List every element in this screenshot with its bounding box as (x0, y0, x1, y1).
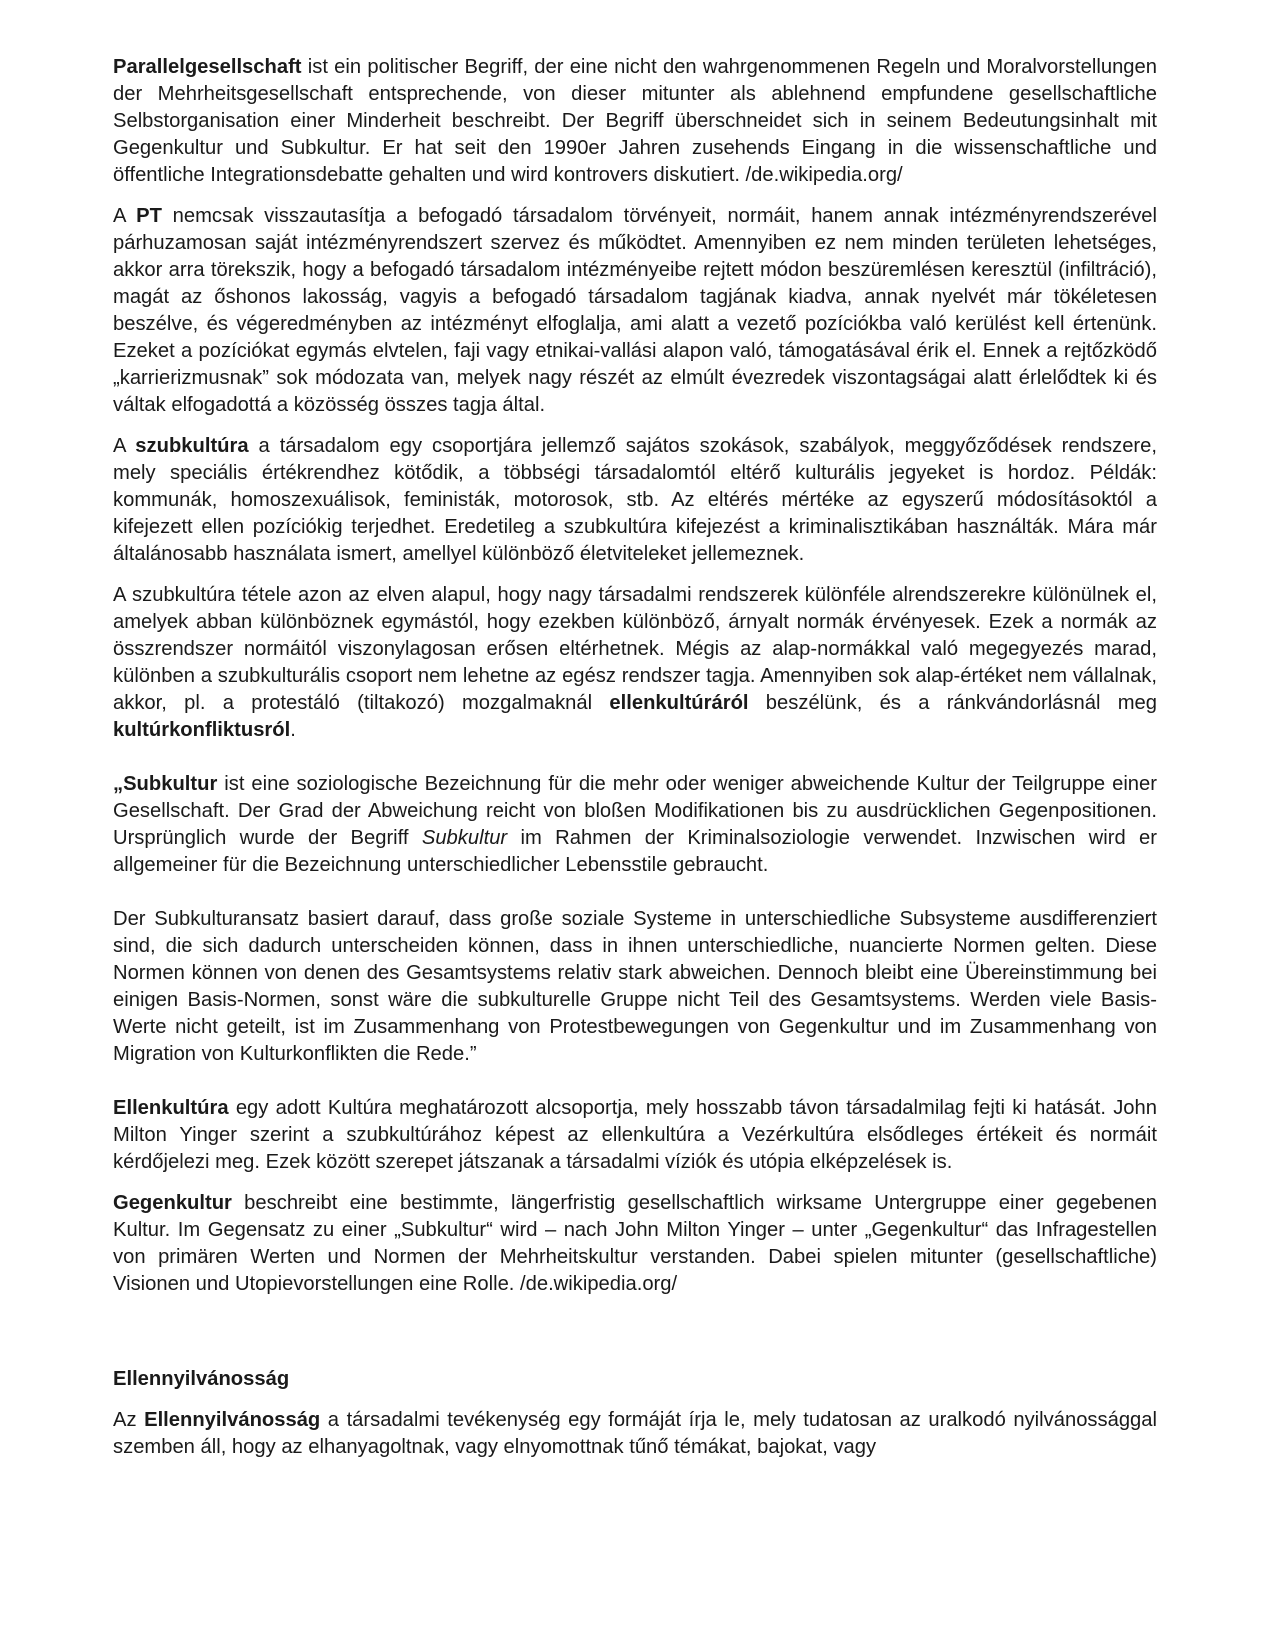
term-kulturkonfliktusrol: kultúrkonfliktusról (113, 719, 291, 741)
paragraph-ellennyilvanossag (113, 1407, 1157, 1461)
term-szubkultura: szubkultúra (135, 435, 249, 457)
term-subkultur: Subkultur (123, 773, 218, 795)
paragraph-pt (113, 203, 1157, 419)
document-page (113, 54, 1157, 1461)
paragraph-text: egy adott Kultúra meghatározott alcsoportja, mely hosszabb távon társadalmilag fejti ki hatását. John Milton Yinger szerint a szubkultúrához képest az ellenkultúra a Vezérkultúra elsődleges értékeit és normáit kérdőjelezi meg. Ezek között szerepet játszanak a társadalmi víziók és utópia elképzelések is. (113, 1097, 1157, 1173)
paragraph-szubkultura-tetele (113, 582, 1157, 744)
paragraph-subkultur-de (113, 771, 1157, 879)
opening-quote: „ (113, 773, 124, 795)
term-ellenkulturarol: ellenkultúráról (609, 692, 749, 714)
paragraph-text: a társadalmi tevékenység egy formáját írja le, mely tudatosan az uralkodó nyilvánossággal szemben áll, hogy az elhanyagoltnak, vagy elnyomottnak tűnő témákat, bajokat, vagy (113, 1409, 1158, 1458)
paragraph-text: beszélünk, és a ránkvándorlásnál meg (748, 692, 1157, 714)
paragraph-subkulturansatz (113, 906, 1157, 1068)
paragraph-parallelgesellschaft (113, 54, 1157, 189)
paragraph-text: A szubkultúra tétele azon az elven alapul, hogy nagy társadalmi rendszerek különféle alrendszerekre különülnek el, amelyek abban különböznek egymástól, hogy ezekben különböző, árnyalt normák érvényesek. Ezek a normák az összrendszer normáitól viszonylagosan erősen eltérhetnek. Mégis az alap-normákkal való megegyezés marad, különben a szubkulturális csoport nem lehetne az egész rendszer tagja. Amennyiben sok alap-értéket nem vállalnak, akkor, pl. a protestáló (tiltakozó) mozgalmaknál (113, 584, 1157, 714)
paragraph-ellenkultura (113, 1095, 1157, 1176)
paragraph-text: beschreibt eine bestimmte, längerfristig gesellschaftlich wirksame Untergruppe einer gegebenen Kultur. Im Gegensatz zu einer „Subkultur“ wird – nach John Milton Yinger – unter „Gegenkultur“ das Infragestellen von primären Werten und Normen der Mehrheitskultur verstanden. Dabei spielen mitunter (gesellschaftliche) Visionen und Utopievorstellungen eine Rolle. /de.wikipedia.org/ (113, 1192, 1157, 1295)
term-ellennyilvanossag: Ellennyilvánosság (144, 1409, 321, 1431)
paragraph-szubkultura (113, 433, 1157, 568)
paragraph-text: ist eine soziologische Bezeichnung für die mehr oder weniger abweichende Kultur der Teilgruppe einer Gesellschaft. Der Grad der Abweichung reicht von bloßen Modifikationen bis zu ausdrücklichen Gegenpositionen. Ursprünglich wurde der Begriff (113, 773, 1157, 849)
paragraph-text: ist ein politischer Begriff, der eine nicht den wahrgenommenen Regeln und Moralvorstellungen der Mehrheitsgesellschaft entsprechende, von dieser mitunter als ablehnend empfundene gesellschaftliche Selbstorganisation einer Minderheit beschreibt. Der Begriff überschneidet sich in seinem Bedeutungsinhalt mit Gegenkultur und Subkultur. Er hat seit den 1990er Jahren zusehends Eingang in die wissenschaftliche und öffentliche Integrationsdebatte gehalten und wird kontrovers diskutiert. /de.wikipedia.org/ (113, 56, 1157, 186)
term-pt: PT (136, 205, 162, 227)
term-subkultur-italic: Subkultur (421, 827, 508, 849)
section-heading-ellennyilvanossag: Ellennyilvánosság (113, 1368, 290, 1390)
paragraph-gegenkultur (113, 1190, 1157, 1298)
paragraph-text: a társadalom egy csoportjára jellemző sajátos szokások, szabályok, meggyőződések rendszere, mely speciális értékrendhez kötődik, a többségi társadalomtól eltérő kulturális jegyeket is hordoz. Példák: kommunák, homoszexuálisok, feministák, motorosok, stb. Az eltérés mértéke az egyszerű módosításoktól a kifejezett ellen pozíciókig terjedhet. Eredetileg a szubkultúra kifejezést a kriminalisztikában használták. Mára már általánosabb használata ismert, amellyel különböző életviteleket jellemeznek. (113, 435, 1157, 565)
term-ellenkultura: Ellenkultúra (113, 1097, 229, 1119)
paragraph-text: . (290, 719, 296, 741)
paragraph-text: Der Subkulturansatz basiert darauf, dass große soziale Systeme in unterschiedliche Subsysteme ausdifferenziert sind, die sich dadurch unterscheiden können, dass in ihnen unterschiedliche, nuancierte Normen gelten. Diese Normen können von denen des Gesamtsystems relativ stark abweichen. Dennoch bleibt eine Übereinstimmung bei einigen Basis-Normen, sonst wäre die subkulturelle Gruppe nicht Teil des Gesamtsystems. Werden viele Basis-Werte nicht geteilt, ist im Zusammenhang von Protestbewegungen von Gegenkultur und im Zusammenhang von Migration von Kulturkonflikten die Rede.” (113, 908, 1157, 1065)
paragraph-text: A (113, 205, 137, 227)
term-gegenkultur: Gegenkultur (113, 1192, 232, 1214)
paragraph-text: im Rahmen der Kriminalsoziologie verwendet. Inzwischen wird er allgemeiner für die Bezeichnung unterschiedlicher Lebensstile gebraucht. (113, 827, 1157, 876)
paragraph-text: Az (113, 1409, 145, 1431)
paragraph-text: nemcsak visszautasítja a befogadó társadalom törvényeit, normáit, hanem annak intézményrendszerével párhuzamosan saját intézményrendszert szervez és működtet. Amennyiben ez nem minden területen lehetséges, akkor arra törekszik, hogy a befogadó társadalom intézményeibe rejtett módon beszüremlésen keresztül (infiltráció), magát az őshonos lakosság, vagyis a befogadó társadalom tagjának kiadva, annak nyelvét már tökéletesen beszélve, és végeredményben az intézményt elfoglalja, ami alatt a vezető pozíciókba való kerülést kell értenünk. Ezeket a pozíciókat egymás elvtelen, faji vagy etnikai-vallási alapon való, támogatásával érik el. Ennek a rejtőzködő „karrierizmusnak” sok módozata van, melyek nagy részét az elmúlt évezredek viszontagságai alatt érlelődtek ki és váltak elfogadottá a közösség összes tagja által. (113, 205, 1157, 416)
term-parallelgesellschaft: Parallelgesellschaft (113, 56, 302, 78)
paragraph-text: A (113, 435, 136, 457)
